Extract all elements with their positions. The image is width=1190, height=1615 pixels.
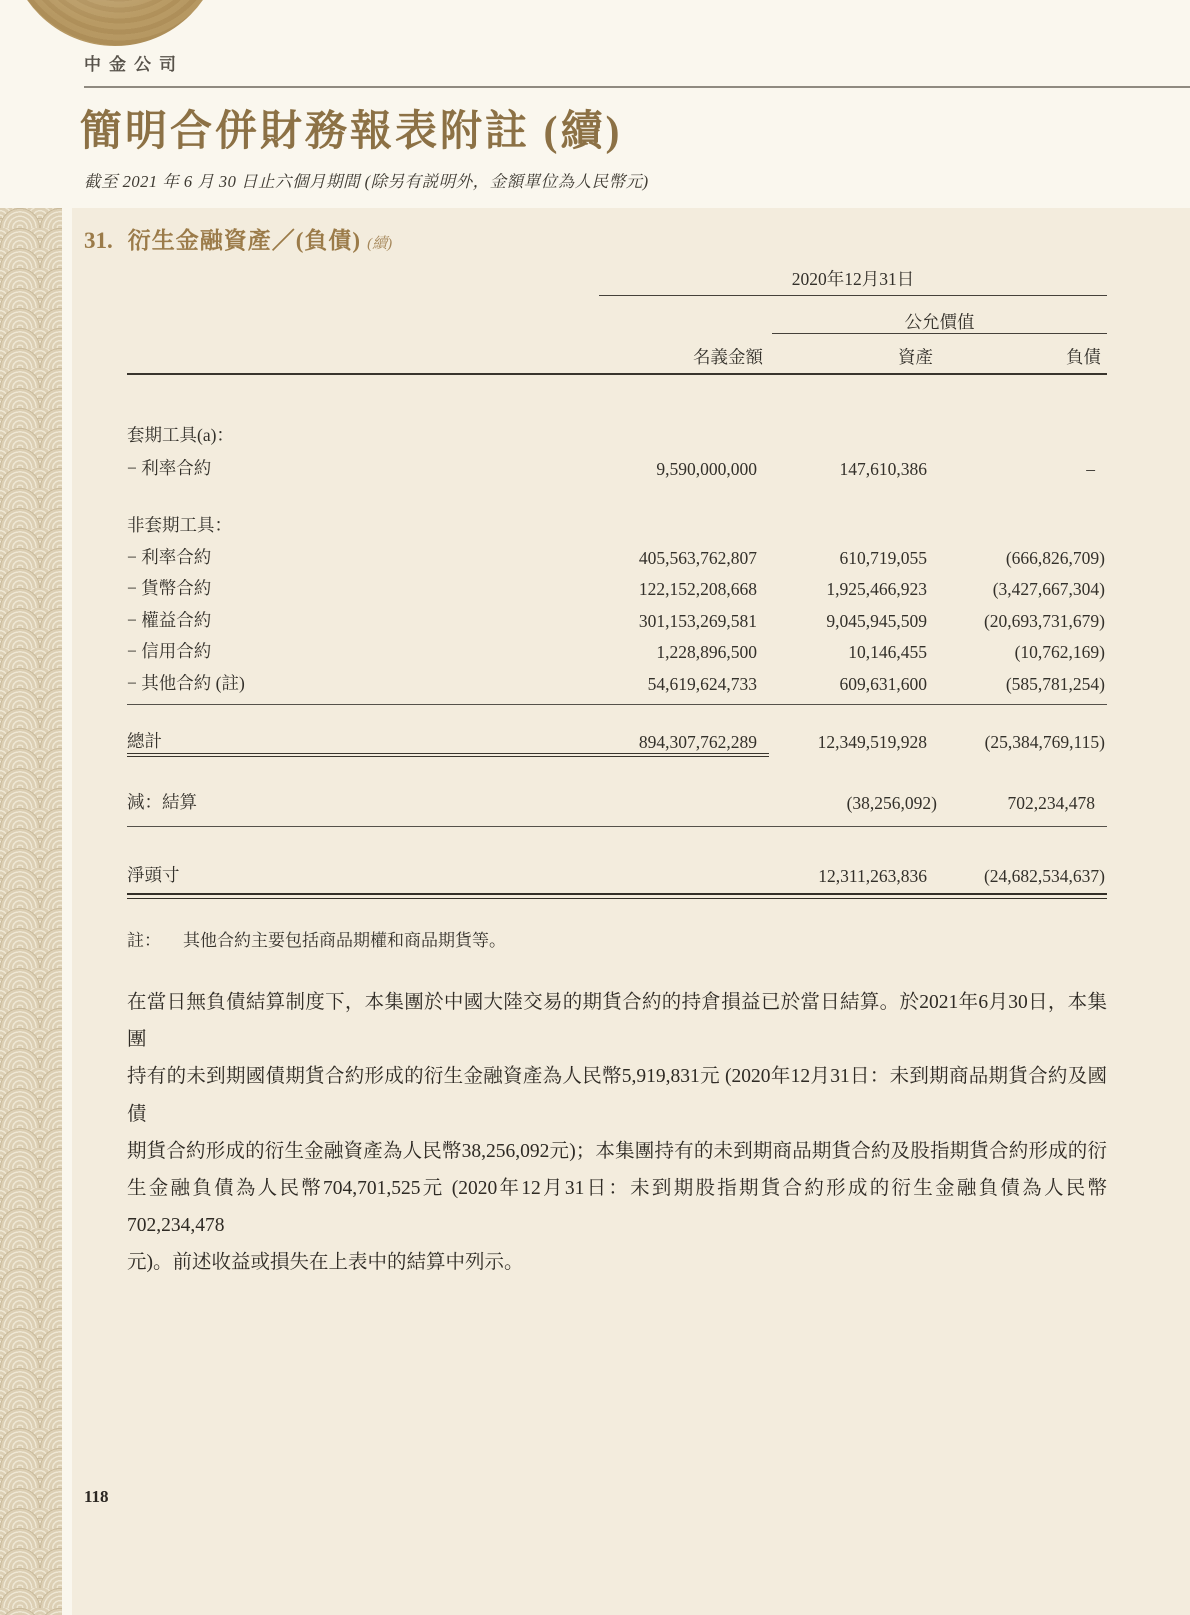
table-row <box>127 600 1107 632</box>
paragraph-line: 生金融負債為人民幣704,701,525元 (2020年12月31日：未到期股指期貨合約形成的衍生金融負債為人民幣702,234,478 <box>127 1178 1107 1237</box>
table-row-hedging-group <box>127 415 1107 447</box>
header-divider <box>84 86 1190 88</box>
paragraph-line: 元)。前述收益或損失在上表中的結算中列示。 <box>127 1252 524 1274</box>
seigaiha-pattern-strip <box>0 208 62 1615</box>
notional-value: 9,590,000,000 <box>656 459 757 479</box>
row-label: − 貨幣合約 <box>127 578 212 598</box>
row-label: 總計 <box>127 730 162 751</box>
paragraph-line: 持有的未到期國債期貨合約形成的衍生金融資產為人民幣5,919,831元 (2020年12月31日：未到期商品期貨合約及國債 <box>127 1066 1107 1125</box>
table-row-total <box>127 717 1107 753</box>
col-header-notional: 名義金額 <box>693 347 763 367</box>
asset-value: 12,311,263,836 <box>818 866 927 886</box>
table-row <box>127 632 1107 664</box>
notional-value: 894,307,762,289 <box>638 731 757 752</box>
row-label: − 利率合約 <box>127 546 212 567</box>
asset-value: 9,045,945,509 <box>826 610 927 631</box>
footnote <box>127 926 506 951</box>
col-header-asset: 資產 <box>898 347 933 367</box>
asset-value: 147,610,386 <box>839 459 927 479</box>
section-title: 衍生金融資產／(負債) <box>127 228 362 253</box>
liability-value: (3,427,667,304) <box>992 579 1105 599</box>
table-rule <box>127 704 1107 705</box>
row-label: − 利率合約 <box>127 458 212 478</box>
section-heading <box>84 222 392 255</box>
table-row <box>127 447 1107 480</box>
table-row <box>127 537 1107 569</box>
liability-value: 702,234,478 <box>1007 793 1095 813</box>
table-date-header: 2020年12月31日 <box>599 266 1107 296</box>
paragraph-line: 在當日無負債結算制度下，本集團於中國大陸交易的期貨合約的持倉損益已於當日結算。於2021年6月30日，本集團 <box>127 992 1107 1051</box>
section-continued-tag: (續) <box>367 236 393 252</box>
page-number: 118 <box>84 1487 109 1506</box>
asset-value: 1,925,466,923 <box>826 579 927 599</box>
notional-value: 54,619,624,733 <box>647 673 757 694</box>
table-row-nonhedging-group <box>127 504 1107 537</box>
asset-value: 10,146,455 <box>848 642 927 662</box>
liability-value: – <box>1086 459 1095 479</box>
total-double-rule <box>127 753 769 758</box>
row-label: 淨頭寸 <box>127 865 180 885</box>
document-title: 簡明合併財務報表附註 (續) <box>80 109 623 155</box>
table-rule <box>127 826 1107 827</box>
footnote-text: 其他合約主要包括商品期權和商品期貨等。 <box>183 931 506 950</box>
company-name: 中金公司 <box>84 55 184 74</box>
notional-value: 301,153,269,581 <box>638 610 757 631</box>
table-fair-value-header: 公允價值 <box>772 296 1107 334</box>
col-header-liability: 負債 <box>1066 347 1101 367</box>
liability-value: (10,762,169) <box>1014 642 1105 662</box>
liability-value: (25,384,769,115) <box>984 731 1105 752</box>
asset-value: 12,349,519,928 <box>817 731 927 752</box>
content-panel <box>72 208 1190 1615</box>
section-number: 31. <box>84 228 113 253</box>
brand-circle-logo <box>8 0 222 46</box>
row-label: − 信用合約 <box>127 641 212 661</box>
liability-value: (24,682,534,637) <box>983 866 1105 886</box>
row-label: 非套期工具： <box>127 515 232 535</box>
document-subtitle: 截至 2021 年 6 月 30 日止六個月期間 (除另有説明外，金額單位為人民幣元) <box>84 172 649 191</box>
footnote-label: 註： <box>127 931 161 950</box>
net-double-rule <box>127 893 1107 899</box>
derivatives-table <box>127 266 1107 899</box>
row-label: 減：結算 <box>127 792 197 812</box>
table-column-header-row <box>127 334 1107 375</box>
row-label: 套期工具(a)： <box>127 425 234 445</box>
asset-value: 609,631,600 <box>839 673 927 694</box>
notional-value: 405,563,762,807 <box>638 547 757 568</box>
table-row-net-position <box>127 851 1107 887</box>
table-row <box>127 663 1107 695</box>
notional-value: 1,228,896,500 <box>656 642 757 662</box>
row-label: − 權益合約 <box>127 609 212 630</box>
table-row-settlement <box>127 781 1107 814</box>
row-label: − 其他合約 (註) <box>127 672 245 693</box>
liability-value: (585,781,254) <box>1005 673 1105 694</box>
asset-value: 610,719,055 <box>839 547 927 568</box>
asset-value: (38,256,092) <box>846 793 937 813</box>
liability-value: (20,693,731,679) <box>983 610 1105 631</box>
paragraph-line: 期貨合約形成的衍生金融資產為人民幣38,256,092元)；本集團持有的未到期商品期貨合約及股指期貨合約形成的衍 <box>127 1140 1107 1162</box>
notional-value: 122,152,208,668 <box>638 579 757 599</box>
table-row <box>127 569 1107 601</box>
liability-value: (666,826,709) <box>1005 547 1105 568</box>
body-paragraph <box>127 984 1107 1282</box>
